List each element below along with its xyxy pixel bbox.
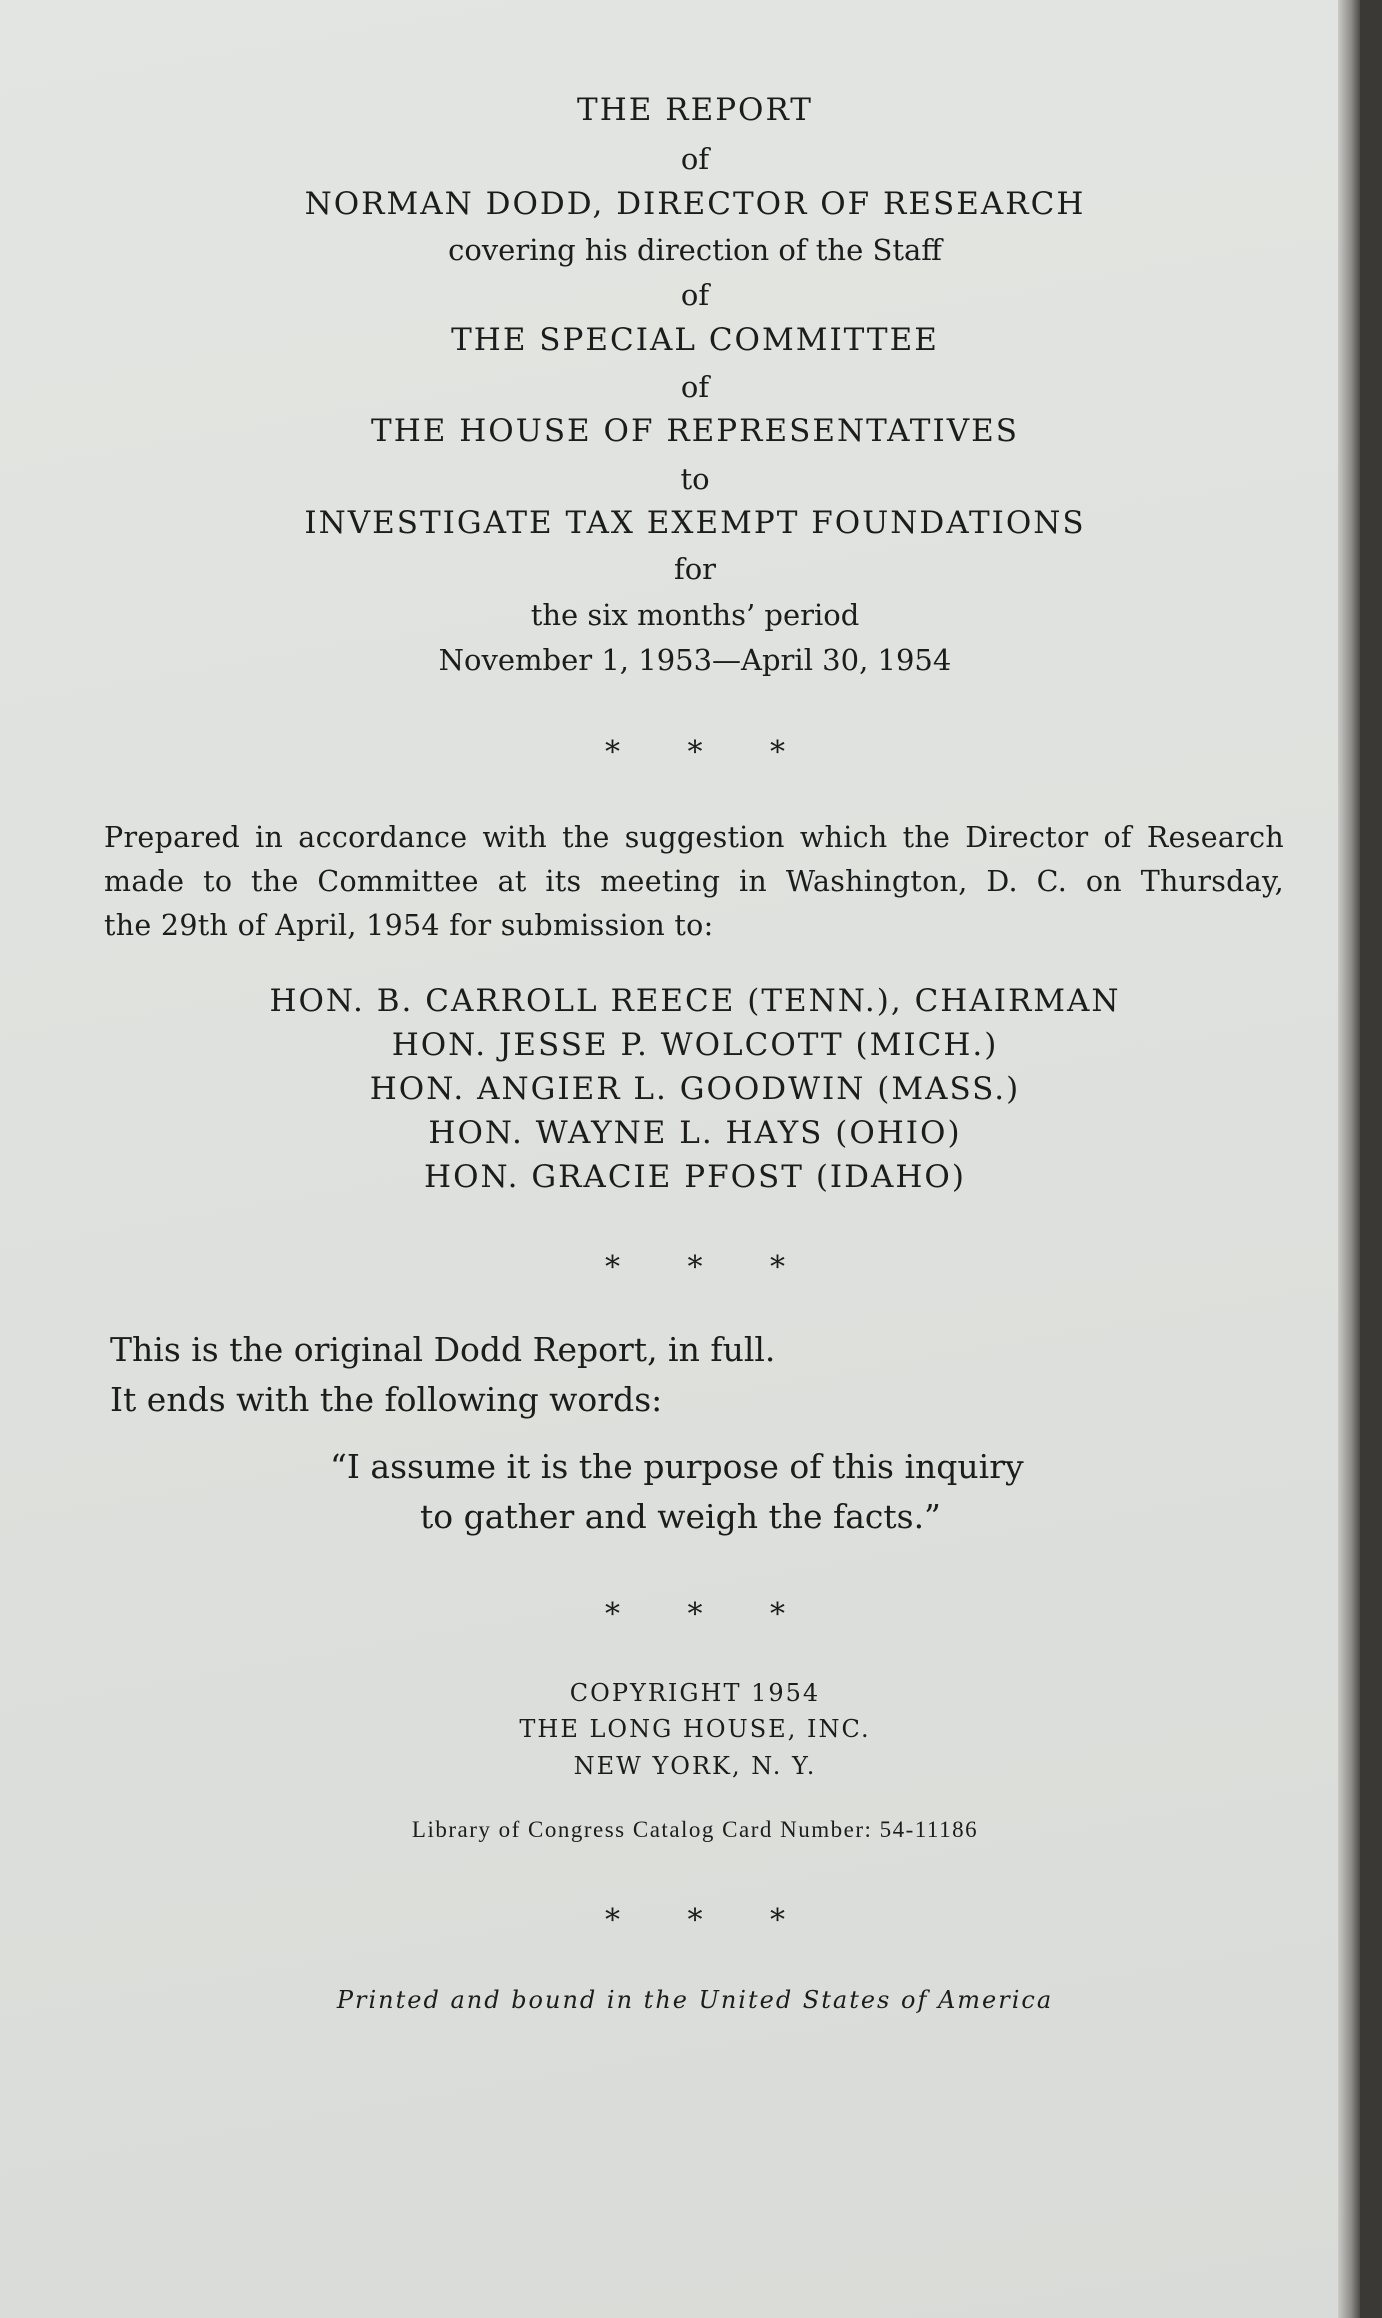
quote-line: to gather and weigh the facts.” — [420, 1497, 941, 1536]
prepared-line: the 29th of April, 1954 for submission to: — [104, 909, 714, 942]
note-line: This is the original Dodd Report, in full. — [110, 1330, 776, 1369]
title-connector: of — [680, 142, 710, 176]
period-label: the six months’ period — [530, 598, 860, 632]
title-connector: of — [680, 370, 710, 404]
title-subline: covering his direction of the Staff — [448, 233, 942, 267]
title-connector: for — [673, 552, 717, 586]
committee-member: HON. ANGIER L. GOODWIN (MASS.) — [369, 1071, 1021, 1107]
prepared-line: Prepared in accordance with the suggestion which the Director of Research — [104, 821, 1284, 854]
page-edge — [1338, 0, 1360, 2318]
prepared-line: made to the Committee at its meeting in Washington, D. C. on Thursday, — [104, 865, 1284, 898]
title-connector: of — [680, 278, 710, 312]
library-catalog-line: Library of Congress Catalog Card Number: 54-11186 — [411, 1817, 979, 1842]
committee-member: HON. WAYNE L. HAYS (OHIO) — [428, 1115, 962, 1151]
title-connector: to — [680, 462, 710, 496]
committee-member: HON. JESSE P. WOLCOTT (MICH.) — [391, 1027, 999, 1063]
separator: * * * — [604, 1597, 786, 1632]
committee-member: HON. B. CARROLL REECE (TENN.), CHAIRMAN — [269, 983, 1121, 1019]
investigation-title: INVESTIGATE TAX EXEMPT FOUNDATIONS — [304, 505, 1086, 541]
director-name: NORMAN DODD, DIRECTOR OF RESEARCH — [304, 186, 1086, 222]
period-dates: November 1, 1953—April 30, 1954 — [438, 643, 952, 677]
copyright-line: COPYRIGHT 1954 — [569, 1679, 821, 1707]
committee-member: HON. GRACIE PFOST (IDAHO) — [424, 1159, 966, 1195]
separator: * * * — [604, 1250, 786, 1285]
publisher-line: THE LONG HOUSE, INC. — [519, 1715, 871, 1743]
separator: * * * — [604, 1903, 786, 1938]
title-line: THE REPORT — [577, 92, 813, 128]
city-line: NEW YORK, N. Y. — [573, 1752, 817, 1780]
house-name: THE HOUSE OF REPRESENTATIVES — [371, 413, 1019, 449]
printed-line: Printed and bound in the United States of America — [336, 1986, 1054, 2014]
note-line: It ends with the following words: — [110, 1380, 663, 1419]
quote-line: “I assume it is the purpose of this inquiry — [330, 1447, 1024, 1486]
committee-name: THE SPECIAL COMMITTEE — [451, 322, 939, 358]
separator: * * * — [604, 735, 786, 770]
